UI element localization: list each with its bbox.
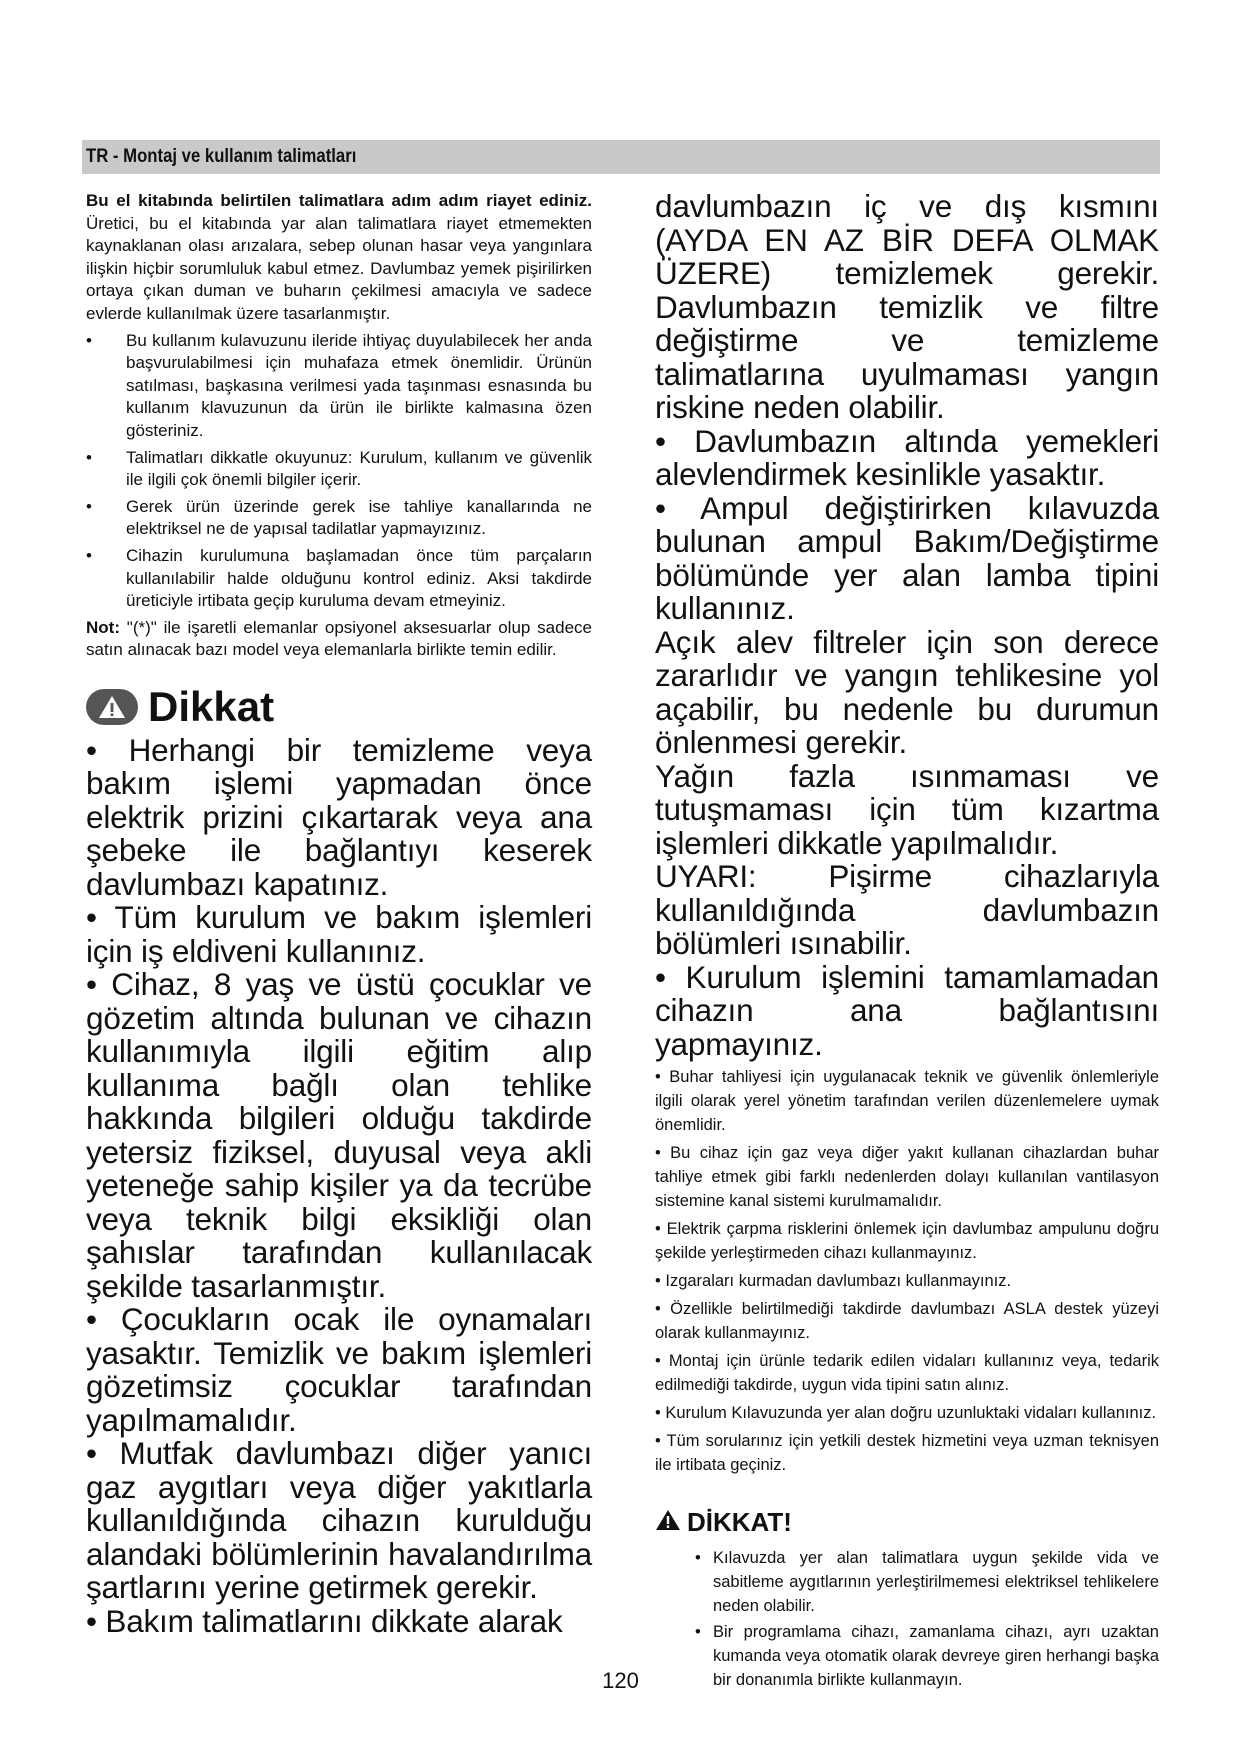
warning-paragraph: davlumbazın iç ve dış kısmını (AYDA EN AZ BİR DEFA OLMAK ÜZERE) temizlemek gerekir. Davlumbazın temizlik ve filtre değiştirme ve temizleme talimatlarına uyulmaması yangın riskine neden olabilir. [655, 188, 1159, 425]
safety-paragraph: • Elektrik çarpma risklerini önlemek için davlumbaz ampulunu doğru şekilde yerleştirmeden cihazı kullanmayınız. [655, 1220, 1159, 1262]
list-item: • Bu kullanım kulavuzunu ileride ihtiyaç duyulabilecek her anda başvurulabilmesi için muhafaza etmek önemlidir. Ürünün satılması, başkasına verilmesi yada taşınması esnasında bu kullanım klavuzunun da ürün ile birlikte kalmasına özen gösteriniz. [86, 330, 592, 440]
warning-paragraph: • Çocukların ocak ile oynamaları yasaktır. Temizlik ve bakım işlemleri gözetimsiz çocuklar tarafından yapılmamalıdır. [86, 1301, 592, 1438]
intro-bullet-list [86, 330, 592, 613]
list-item-text: Kılavuzda yer alan talimatlara uygun şekilde vida ve sabitleme aygıtlarının yerleştirilmemesi elektriksel tehlikelere neden olabilir. [713, 1549, 1159, 1615]
warning-paragraph: • Herhangi bir temizleme veya bakım işlemi yapmadan önce elektrik prizini çıkartarak veya ana şebeke ile bağlantıyı keserek davlumbazı kapatınız. [86, 731, 592, 902]
safety-paragraph: • Montaj için ürünle tedarik edilen vidaları kullanınız veya, tedarik edilmediği takdirde, uygun vida tipini satın alınız. [655, 1352, 1159, 1394]
warning-paragraph: • Ampul değiştirirken kılavuzda bulunan ampul Bakım/Değiştirme bölümünde yer alan lamba tipini kullanınız. [655, 489, 1159, 626]
safety-paragraph: • Bu cihaz için gaz veya diğer yakıt kullanan cihazlardan buhar tahliye etmek gibi farklı nedenlerden dolayı kullanılan vantilasyon sistemine kanal sistemi kurulmamalıdır. [655, 1144, 1159, 1210]
note-text: "(*)" ile işaretli elemanlar opsiyonel aksesuarlar olup sadece satın alınacak bazı model veya elemanlarla birlikte temin edilir. [86, 617, 592, 660]
intro-bold: Bu el kitabında belirtilen talimatlara adım adım riayet ediniz. [86, 191, 592, 210]
warning-paragraph: Yağın fazla ısınmaması ve tutuşmaması için tüm kızartma işlemleri dikkatle yapılmalıdır. [655, 757, 1159, 861]
warning-paragraph: • Davlumbazın altında yemekleri alevlendirmek kesinlikle yasaktır. [655, 422, 1159, 492]
right-large-text [655, 190, 1159, 1061]
warning-paragraph: UYARI: Pişirme cihazlarıyla kullanıldığında davlumbazın bölümleri ısınabilir. [655, 858, 1159, 961]
warning-triangle-icon [655, 1509, 681, 1536]
list-item: • Bir programlama cihazı, zamanlama cihazı, ayrı uzaktan kumanda veya otomatik olarak devreye giren herhangi başka bir donanımla birlikte kullanmayın. [695, 1623, 1159, 1689]
dikkat-body [86, 731, 592, 1639]
warning-title: DİKKAT! [687, 1507, 792, 1537]
safety-paragraph: • Özellikle belirtilmediği takdirde davlumbazı ASLA destek yüzeyi olarak kullanmayınız. [655, 1300, 1159, 1342]
warning-paragraph: Açık alev filtreler için son derece zararlıdır ve yangın tehlikesine yol açabilir, bu nedenle bu durumun önlenmesi gerekir. [655, 623, 1159, 760]
intro-block [86, 190, 592, 662]
list-item: • Gerek ürün üzerinde gerek ise tahliye kanallarında ne elektriksel ne de yapısal tadilatlar yapmayızınız. [86, 496, 592, 539]
list-item-text: Gerek ürün üzerinde gerek ise tahliye kanallarında ne elektriksel ne de yapısal tadilatlar yapmayızınız. [126, 496, 592, 539]
list-item-text: Bir programlama cihazı, zamanlama cihazı, ayrı uzaktan kumanda veya otomatik olarak devreye giren herhangi başka bir donanımla birlikte kullanmayın. [713, 1623, 1159, 1689]
warning-paragraph: • Mutfak davlumbazı diğer yanıcı gaz aygıtları veya diğer yakıtlarla kullanıldığında cihazın kurulduğu alandaki bölümlerinin havalandırılma şartlarını yerine getirmek gerekir. [86, 1435, 592, 1606]
dikkat-heading [86, 684, 592, 730]
warning-paragraph: • Bakım talimatlarını dikkate alarak [86, 1602, 563, 1639]
right-small-text [655, 1065, 1159, 1477]
warning-icon [86, 689, 138, 725]
dikkat-warning-heading [655, 1507, 1159, 1538]
list-item: • Cihazin kurulumuna başlamadan önce tüm parçaların kullanılabilir halde olduğunu kontrol ediniz. Aksi takdirde üreticiyle irtibata geçip kuruluma devam etmeyiniz. [86, 545, 592, 611]
list-item-text: Bu kullanım kulavuzunu ileride ihtiyaç duyulabilecek her anda başvurulabilmesi için muhafaza etmek önemlidir. Ürünün satılması, başkasına verilmesi yada taşınması esnasında bu kullanım klavuzunun da ürün ile birlikte kalmasına özen gösteriniz. [126, 330, 592, 440]
warning-paragraph: • Cihaz, 8 yaş ve üstü çocuklar ve gözetim altında bulunan ve cihazın kullanımıyla ilgili eğitim alıp kullanıma bağlı olan tehlike hakkında bilgileri olduğu takdirde yetersiz fiziksel, duyusal veya akli yeteneğe sahip kişiler ya da tecrübe veya teknik bilgi eksikliği olan şahıslar tarafından kullanılacak şekilde tasarlanmıştır. [86, 966, 592, 1304]
section-title: TR - Montaj ve kullanım talimatları [86, 146, 357, 167]
warning-paragraph: • Kurulum işlemini tamamlamadan cihazın ana bağlantısını yapmayınız. [655, 958, 1159, 1062]
page-number: 120 [602, 1668, 639, 1693]
intro-paragraph [86, 190, 592, 326]
safety-paragraph: • Kurulum Kılavuzunda yer alan doğru uzunluktaki vidaları kullanınız. [655, 1404, 1157, 1422]
safety-paragraph: • Buhar tahliyesi için uygulanacak teknik ve güvenlik önlemleriyle ilgili olarak yerel yönetim tarafından verilen düzenlemelere uymak önemlidir. [655, 1068, 1159, 1134]
intro-text: Üretici, bu el kitabında yar alan talimatlara riayet etmemekten kaynaklanan olası arızalara, sebep olunan hasar veya yangınlara ilişkin hiçbir sorumluluk kabul etmez. Davlumbaz yemek pişirilirken ortaya çıkan duman ve buharın çekilmesi amacıyla ve sadece evlerde kullanılmak üzere tasarlanmıştır. [86, 213, 592, 323]
note-paragraph [86, 617, 592, 662]
safety-paragraph: • Tüm sorularınız için yetkili destek hizmetini veya uzman teknisyen ile irtibata geçiniz. [655, 1432, 1159, 1474]
warning-paragraph: • Tüm kurulum ve bakım işlemleri için iş eldiveni kullanınız. [86, 899, 592, 969]
list-item-text: Talimatları dikkatle okuyunuz: Kurulum, kullanım ve güvenlik ile ilgili çok önemli bilgiler içerir. [126, 447, 592, 490]
list-item-text: Cihazin kurulumuna başlamadan önce tüm parçaların kullanılabilir halde olduğunu kontrol ediniz. Aksi takdirde üreticiyle irtibata geçip kuruluma devam etmeyiniz. [126, 545, 592, 611]
section-header-bar [82, 140, 1160, 174]
list-item: • Talimatları dikkatle okuyunuz: Kurulum, kullanım ve güvenlik ile ilgili çok önemli bilgiler içerir. [86, 447, 592, 490]
list-item: • Kılavuzda yer alan talimatlara uygun şekilde vida ve sabitleme aygıtlarının yerleştirilmemesi elektriksel tehlikelere neden olabilir. [695, 1549, 1159, 1615]
safety-paragraph: • Izgaraları kurmadan davlumbazı kullanmayınız. [655, 1272, 1012, 1290]
right-column [655, 190, 1159, 1694]
dikkat-title: Dikkat [148, 682, 275, 730]
note-label: Not: [86, 617, 120, 637]
left-column [86, 190, 592, 1638]
